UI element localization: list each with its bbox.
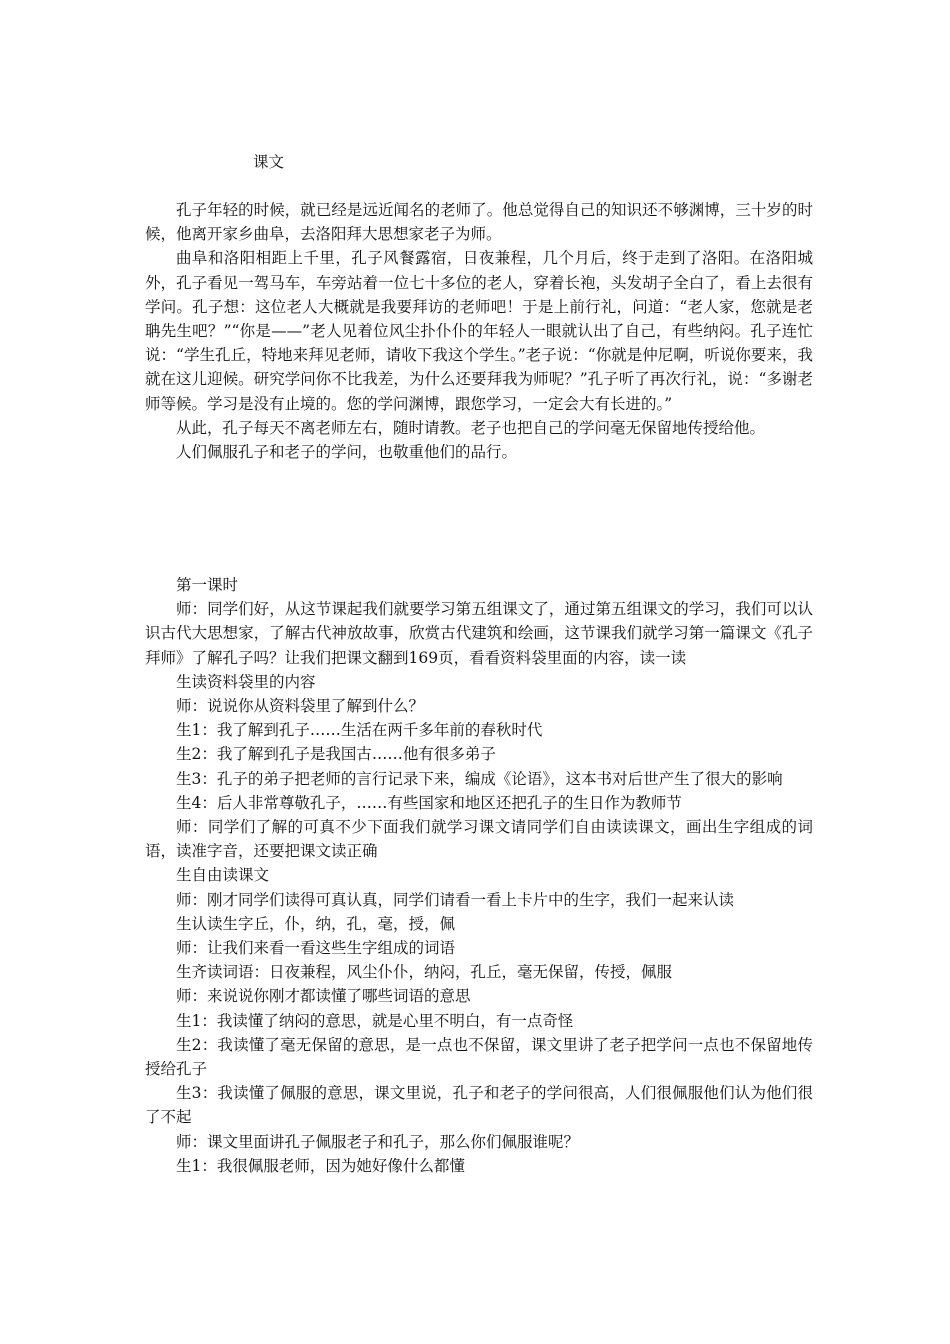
lesson-heading: 第一课时 [176, 576, 239, 594]
dialogue-line: 师：课文里面讲孔子佩服老子和孔子，那么你们佩服谁呢？ [176, 1132, 580, 1151]
dialogue-line: 生2：我读懂了毫无保留的意思，是一点也不保留，课文里讲了老子把学问一点也不保留地传授给孔子 [145, 1035, 813, 1079]
story-paragraph: 孔子年轻的时候，就已经是远近闻名的老师了。他总觉得自己的知识还不够渊博，三十岁的时候，他离开家乡曲阜，去洛阳拜大思想家老子为师。 [145, 201, 813, 244]
story-paragraph: 人们佩服孔子和老子的学问，也敬重他们的品行。 [176, 443, 518, 462]
story-paragraph: 曲阜和洛阳相距上千里，孔子风餐露宿，日夜兼程，几个月后，终于走到了洛阳。在洛阳城外，孔子看见一驾马车，车旁站着一位七十多位的老人，穿着长袍，头发胡子全白了，看上去很有学问。孔子想：这位老人大概就是我要拜访的老师吧！于是上前行礼，问道：“老人家，您就是老聃先生吧？”“你是——”老人见着位风尘扑仆仆的年轻人一眼就认出了自己，有些纳闷。孔子连忙说：“学生孔丘，特地来拜见老师，请收下我这个学生。”老子说：“你就是仲尼啊，听说你要来，我就在这儿迎候。研究学问你不比我差，为什么还要拜我为师呢？”孔子听了再次行礼，说：“多谢老师等候。学习是没有止境的。您的学问渊博，跟您学习，一定会大有长进的。” [145, 249, 813, 413]
dialogue-line: 生齐读词语：日夜兼程，风尘仆仆，纳闷，孔丘，毫无保留，传授，佩服 [176, 963, 673, 982]
lesson-transcript [145, 573, 813, 1178]
story-paragraph: 从此，孔子每天不离老师左右，随时请教。老子也把自己的学问毫无保留地传授给他。 [176, 418, 766, 437]
dialogue-line: 师：说说你从资料袋里了解到什么？ [176, 697, 425, 716]
dialogue-line: 生2：我了解到孔子是我国古……他有很多弟子 [176, 745, 496, 764]
dialogue-line: 生1：我很佩服老师，因为她好像什么都懂 [176, 1156, 465, 1175]
dialogue-line: 生3：孔子的弟子把老师的言行记录下来，编成《论语》，这本书对后世产生了很大的影响 [176, 769, 783, 788]
dialogue-line: 师：来说说你刚才都读懂了哪些词语的意思 [176, 987, 471, 1006]
dialogue-line: 生认读生字丘，仆，纳，孔，毫，授，佩 [176, 914, 456, 933]
dialogue-line: 生自由读课文 [176, 866, 270, 885]
dialogue-line: 师：让我们来看一看这些生字组成的词语 [176, 939, 456, 958]
dialogue-line: 师：同学们了解的可真不少下面我们就学习课文请同学们自由读读课文，画出生字组成的词语，读准字音，还要把课文读正确 [145, 818, 813, 861]
dialogue-line: 生1：我读懂了纳闷的意思，就是心里不明白，有一点奇怪 [176, 1011, 574, 1030]
story-text [145, 198, 813, 464]
dialogue-line: 生1：我了解到孔子……生活在两千多年前的春秋时代 [176, 721, 543, 740]
page-title: 课文 [253, 153, 285, 171]
dialogue-line: 生4：后人非常尊敬孔子，……有些国家和地区还把孔子的生日作为教师节 [176, 793, 682, 812]
dialogue-line: 生读资料袋里的内容 [176, 672, 316, 691]
dialogue-line: 生3：我读懂了佩服的意思，课文里说，孔子和老子的学问很高，人们很佩服他们认为他们很了不起 [145, 1084, 813, 1127]
dialogue-line: 师：同学们好，从这节课起我们就要学习第五组课文了，通过第五组课文的学习，我们可以认识古代大思想家，了解古代神放故事，欣赏古代建筑和绘画，这节课我们就学习第一篇课文《孔子拜师》了解孔子吗？让我们把课文翻到169页，看看资料袋里面的内容，读一读 [145, 600, 813, 667]
dialogue-line: 师：刚才同学们读得可真认真，同学们请看一看上卡片中的生字，我们一起来认读 [176, 890, 735, 909]
